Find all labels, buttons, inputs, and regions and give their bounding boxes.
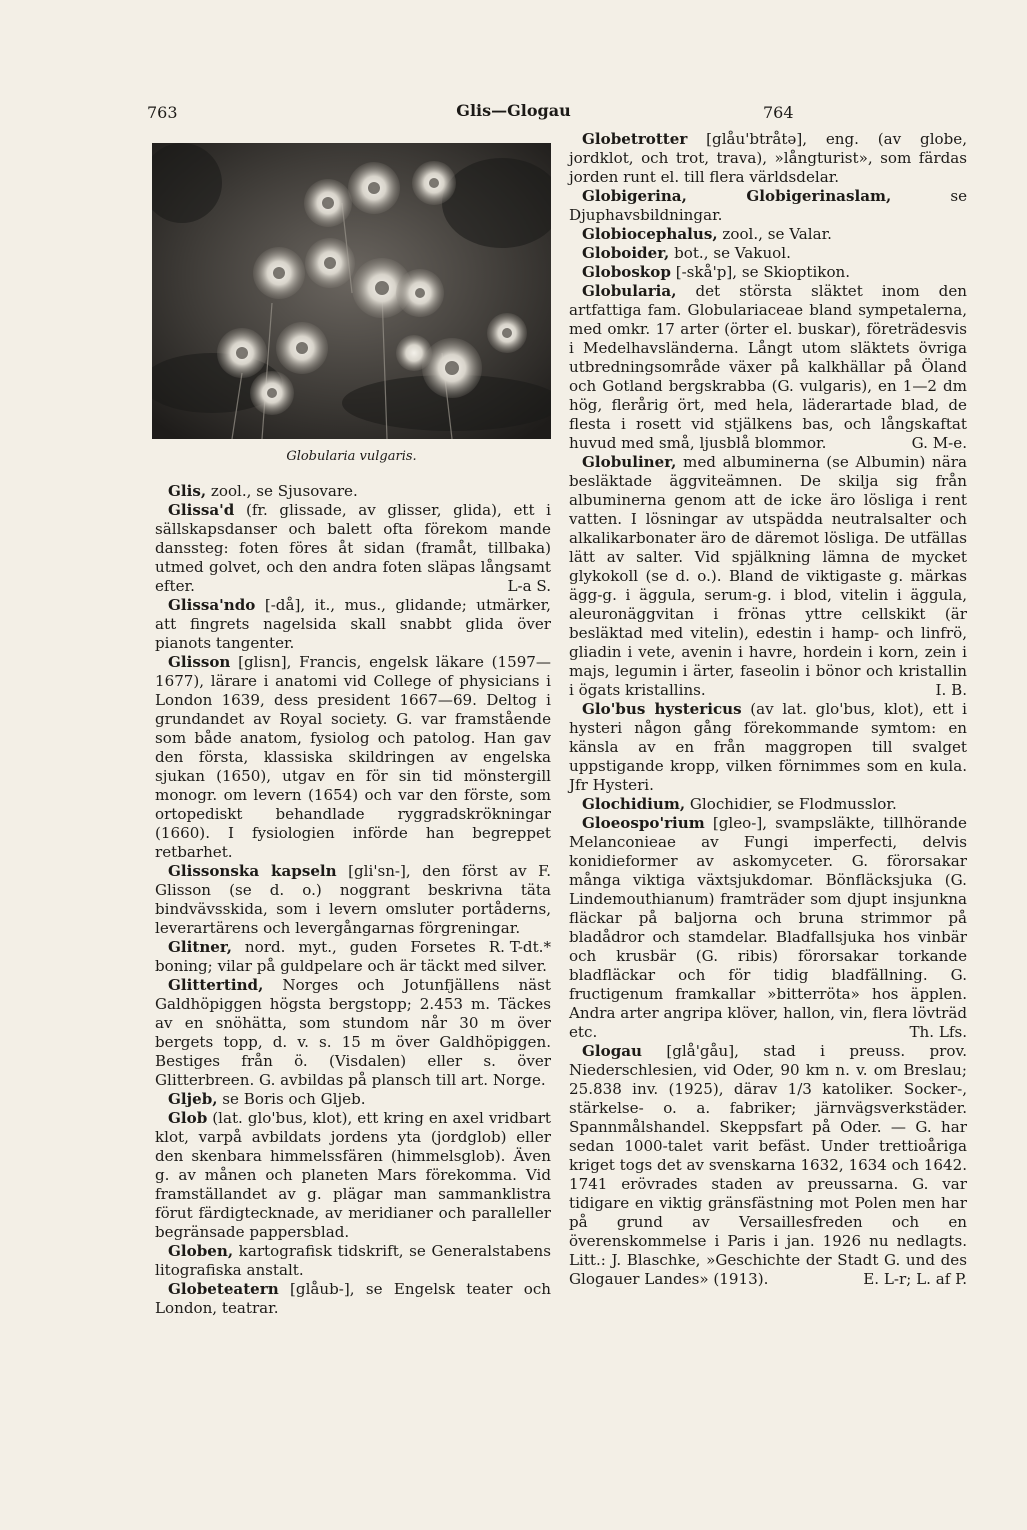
headword: Glissa'd bbox=[168, 501, 235, 519]
entry-globularia bbox=[569, 282, 967, 453]
entry-glissando bbox=[155, 596, 551, 653]
entry-text: (lat. glo'bus, klot), ett kring en axel vridbart klot, varpå avbildats jordens yta (jordglob) eller den skenbara himmelssfären (himmelsglob). Även g. av månen och planeten Mars förekomma. Vid framställandet av g. plägar man sammanklistra förut färdigtecknade, av meridianer och paralleller begränsade pappersblad. bbox=[155, 1109, 551, 1241]
headword: Glitner, bbox=[168, 938, 233, 956]
entry-glisson bbox=[155, 653, 551, 862]
globularia-photograph bbox=[152, 143, 551, 439]
headword: Gljeb, bbox=[168, 1090, 218, 1108]
headword: Glochidium, bbox=[582, 795, 686, 813]
headword: Glis, bbox=[168, 482, 207, 500]
entry-text: kartografisk tidskrift, se Generalstabens litografiska anstalt. bbox=[155, 1242, 551, 1279]
entry-text: se Djuphavsbildningar. bbox=[569, 187, 967, 224]
signature: E. L-r; L. af P. bbox=[863, 1270, 967, 1288]
entry-globiocephalus bbox=[569, 225, 967, 244]
headword: Glissa'ndo bbox=[168, 596, 256, 614]
headword: Globigerina, Globigerinaslam, bbox=[582, 187, 892, 205]
headword: Glissonska kapseln bbox=[168, 862, 337, 880]
entry-glob bbox=[155, 1109, 551, 1242]
entry-globus-hystericus bbox=[569, 700, 967, 795]
entry-text: nord. myt., guden Forsetes boning; vilar på guldpelare och är täckt med silver. bbox=[155, 938, 547, 975]
entry-glogau bbox=[569, 1042, 967, 1289]
headword: Globiocephalus, bbox=[582, 225, 718, 243]
entry-text: [-skå'p], se Skioptikon. bbox=[670, 263, 851, 281]
entry-glochidium bbox=[569, 795, 967, 814]
entry-text: zool., se Valar. bbox=[717, 225, 832, 243]
entry-globigerina bbox=[569, 187, 967, 225]
entry-text: zool., se Sjusovare. bbox=[206, 482, 358, 500]
page-number-right: 764 bbox=[763, 103, 794, 122]
entry-text: med albuminerna (se Albumin) nära besläktade äggviteämnen. De skilja sig från albuminerna genom att de icke äro lösliga i rent vatten. I lösningar av utspädda neutralsalter och alkalikarbonater äro de däremot lösliga. De utfällas lätt av salter. Vid spjälkning lämna de mycket glykokoll (se d. o.). Bland de viktigaste g. märkas ägg-g. i äggula, serum-g. i blod, vitelin i äggula, aleuronäggvitan i frönas yttre cellskikt (är besläktad med vitelin), edestin i hamp- och linfrö, gliadin i vete, avenin i havre, hordein i korn, zein i majs, legumin i ärter, faseolin i bönor och kristallin i ögats kristallins. bbox=[569, 453, 967, 699]
headword: Gloeospo'rium bbox=[582, 814, 705, 832]
headword: Globuliner, bbox=[582, 453, 677, 471]
right-column bbox=[569, 130, 967, 1289]
headword: Glo'bus hystericus bbox=[582, 700, 742, 718]
headword: Globetrotter bbox=[582, 130, 688, 148]
entry-globen bbox=[155, 1242, 551, 1280]
signature: G. M-e. bbox=[911, 434, 967, 452]
entry-glittertind bbox=[155, 976, 551, 1090]
headword: Globoskop bbox=[582, 263, 671, 281]
entry-gljeb bbox=[155, 1090, 551, 1109]
entry-text: bot., se Vakuol. bbox=[669, 244, 791, 262]
entry-text: [glisn], Francis, engelsk läkare (1597—1677), lärare i anatomi vid College of physicians i London 1639, dess president 1667—69. Deltog i grundandet av Royal society. G. var framstående som både anatom, fysiolog och patolog. Han gav den första, klassiska skildringen av engelska sjukan (1650), utgav en för sin tid mönstergill monogr. om levern (1654) och var den förste, som ortopediskt behandlade ryggradskrökningar (1660). I fysiologien införde han begreppet retbarhet. bbox=[155, 653, 551, 861]
headword: Glisson bbox=[168, 653, 231, 671]
entry-globoskop bbox=[569, 263, 967, 282]
headword: Glob bbox=[168, 1109, 208, 1127]
entry-glis bbox=[155, 482, 551, 501]
flower-illustration bbox=[152, 143, 551, 439]
entry-text: [glåu'btråtə], eng. (av globe, jordklot, och trot, trava), »långturist», som färdas jorden runt el. till flera världsdelar. bbox=[569, 130, 967, 186]
entry-text: Norges och Jotunfjällens näst Galdhöpiggen högsta bergstopp; 2.453 m. Täckes av en snöhätta, som stundom når 30 m över bergets topp, d. v. s. 15 m över Galdhöpiggen. Bestiges från ö. (Visdalen) eller s. över Glitterbreen. G. avbildas på plansch till art. Norge. bbox=[155, 976, 551, 1089]
headword: Globoider, bbox=[582, 244, 670, 262]
entry-text: [-då], it., mus., glidande; utmärker, att fingrets nagelsida skall snabbt glida över pianots tangenter. bbox=[155, 596, 551, 652]
entry-glissad bbox=[155, 501, 551, 596]
headword: Globeteatern bbox=[168, 1280, 279, 1298]
running-head: Glis—Glogau bbox=[456, 101, 571, 120]
entry-text: Glochidier, se Flodmusslor. bbox=[685, 795, 897, 813]
entry-text: [gleo-], svampsläkte, tillhörande Melanconieae av Fungi imperfecti, delvis konidieformer av askomyceter. G. förorsakar många viktiga växtsjukdomar. Bönfläcksjuka (G. Lindemouthianum) framträder som djupt insjunkna fläckar på baljorna och bruna strimmor på bladådror och stamdelar. Bladfallsjuka hos vinbär och krusbär (G. ribis) förorsakar torkande bladfläckar och för tidig bladfällning. G. fructigenum framkallar »bitterröta» hos äpplen. Andra arter angripa klöver, hallon, vin, flera lövträd etc. bbox=[569, 814, 967, 1041]
headword: Glogau bbox=[582, 1042, 642, 1060]
entry-text: det största släktet inom den artfattiga fam. Globulariaceae bland sympetalerna, med omkr. 17 arter (örter el. buskar), företrädesvis i Medelhavsländerna. Långt utom släktets övriga utbredningsområde växer på kalkhällar på Öland och Gotland bergskrabba (G. vulgaris), en 1—2 dm hög, flerårig ört, med hela, läderartade blad, de flesta i rosett vid stjälkens bas, och långskaftat huvud med små, ljusblå blommor. bbox=[569, 282, 967, 452]
headword: Globen, bbox=[168, 1242, 234, 1260]
figure-caption: Globularia vulgaris. bbox=[286, 449, 417, 464]
signature: Th. Lfs. bbox=[909, 1023, 967, 1041]
entry-gloeosporium bbox=[569, 814, 967, 1042]
entry-text: [glå'gåu], stad i preuss. prov. Niederschlesien, vid Oder, 90 km n. v. om Breslau; 25.838 inv. (1925), därav 1/3 katoliker. Socker-, stärkelse- o. a. fabriker; järnvägsverkstäder. Spannmålshandel. Skeppsfart på Oder. — G. har sedan 1000-talet varit befäst. Under trettioåriga kriget togs det av svenskarna 1632, 1634 och 1642. 1741 erövrades staden av preussarna. G. var tidigare en viktig gränsfästning mot Polen men har på grund av Versaillesfreden och en överenskommelse i Paris i jan. 1926 nu nedlagts. Litt.: J. Blaschke, »Geschichte der Stadt G. und des Glogauer Landes» (1913). bbox=[569, 1042, 967, 1288]
signature: L-a S. bbox=[507, 577, 551, 595]
entry-globeteatern bbox=[155, 1280, 551, 1318]
entry-text: [glåub-], se Engelsk teater och London, teatrar. bbox=[155, 1280, 551, 1317]
left-column bbox=[155, 482, 551, 1318]
signature: R. T-dt.* bbox=[488, 938, 551, 956]
entry-text: se Boris och Gljeb. bbox=[217, 1090, 366, 1108]
entry-text: [gli'sn-], den först av F. Glisson (se d. o.) noggrant beskrivna täta bindvävsskida, som i levern omsluter portåderns, leverartärens och levergångarnas förgreningar. bbox=[155, 862, 551, 937]
headword: Glittertind, bbox=[168, 976, 264, 994]
entry-text: (fr. glissade, av glisser, glida), ett i sällskapsdanser och balett ofta förekom mande danssteg: foten föres åt sidan (framåt, tillbaka) utmed golvet, och den andra foten släpas långsamt efter. bbox=[155, 501, 551, 595]
page-number-left: 763 bbox=[147, 103, 178, 122]
signature: I. B. bbox=[935, 681, 967, 699]
entry-text: (av lat. glo'bus, klot), ett i hysteri någon gång förekommande symtom: en känsla av en från maggropen till svalget uppstigande kropp, vilken förnimmes som en kula. Jfr Hysteri. bbox=[569, 700, 968, 794]
entry-globoider bbox=[569, 244, 967, 263]
entry-globetrotter bbox=[569, 130, 967, 187]
entry-globuliner bbox=[569, 453, 967, 700]
headword: Globularia, bbox=[582, 282, 677, 300]
